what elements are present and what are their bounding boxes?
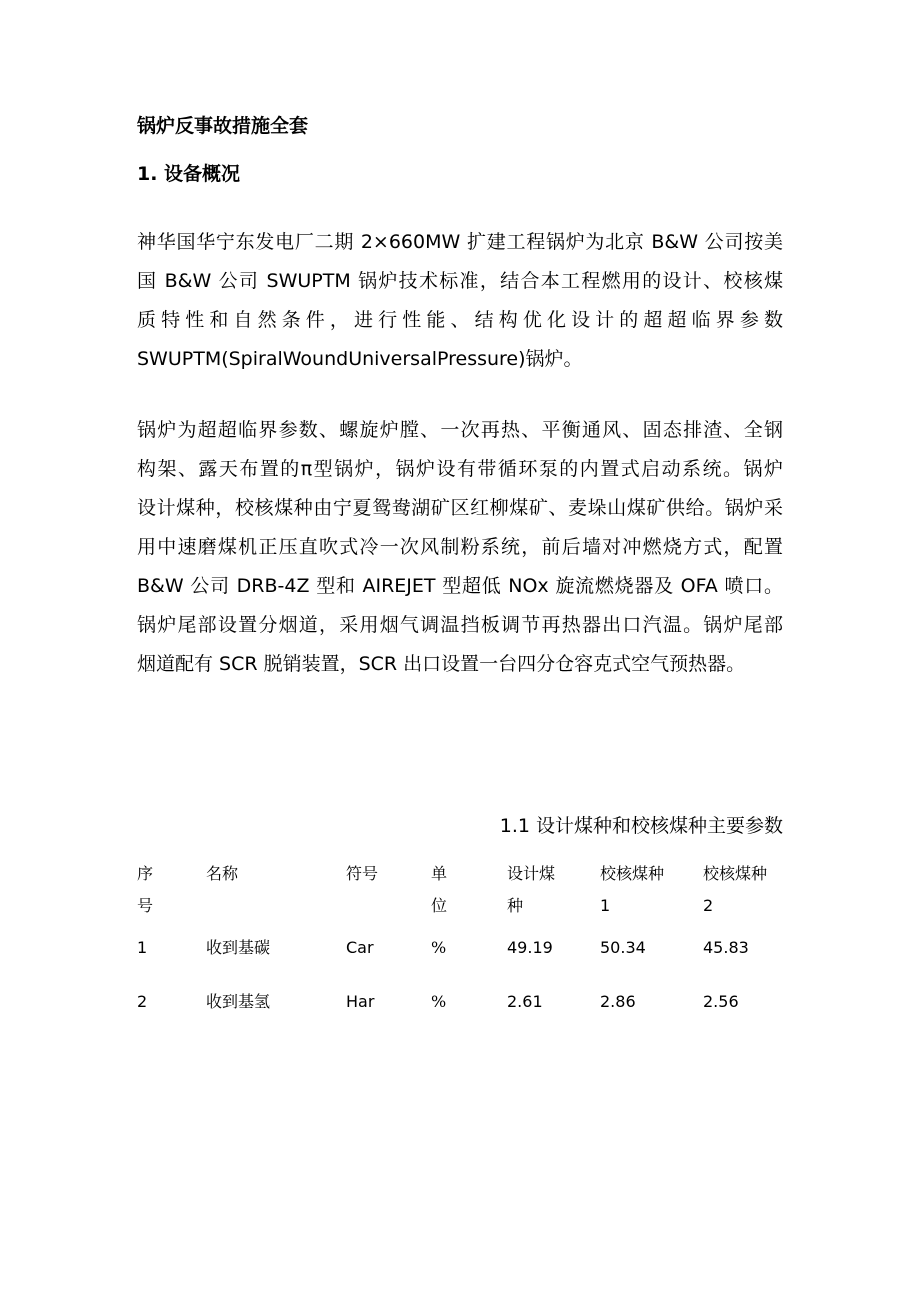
paragraph-line: B&W 公司 DRB-4Z 型和 AIREJET 型超低 NOx 旋流燃烧器及 OFA 喷口。 [137, 575, 783, 597]
table-row [137, 986, 787, 1026]
header-cell-check-coal-2: 校核煤种 2 [703, 864, 768, 915]
paragraph-line: 国 B&W 公司 SWUPTM 锅炉技术标准，结合本工程燃用的设计、校核煤 [137, 270, 783, 292]
coal-parameters-table [137, 858, 787, 1011]
table-row [137, 932, 787, 972]
table-cell: 2.61 [507, 992, 543, 1011]
paragraph-line: 构架、露天布置的π型锅炉，锅炉设有带循环泵的内置式启动系统。锅炉 [137, 458, 783, 480]
table-cell: 收到基碳 [206, 938, 271, 957]
section-heading: 1. 设备概况 [137, 163, 241, 185]
paragraph-overview [137, 226, 783, 382]
document-title: 锅炉反事故措施全套 [137, 115, 309, 137]
paragraph-line: 烟道配有 SCR 脱销装置，SCR 出口设置一台四分仓容克式空气预热器。 [137, 653, 746, 675]
paragraph-line: 设计煤种，校核煤种由宁夏鸳鸯湖矿区红柳煤矿、麦垛山煤矿供给。锅炉采 [137, 497, 783, 519]
table-cell: 2 [137, 992, 148, 1011]
paragraph-line: 神华国华宁东发电厂二期 2×660MW 扩建工程锅炉为北京 B&W 公司按美 [137, 231, 783, 253]
header-cell-check-coal-1: 校核煤种 1 [600, 864, 665, 915]
header-cell-name: 名称 [206, 864, 239, 883]
table-cell: % [431, 938, 447, 957]
paragraph-line: 质特性和自然条件，进行性能、结构优化设计的超超临界参数 [137, 309, 783, 331]
header-cell-index: 序 号 [137, 864, 154, 915]
table-cell: 1 [137, 938, 148, 957]
table-cell: Car [346, 938, 374, 957]
header-cell-symbol: 符号 [346, 864, 379, 883]
table-cell: 收到基氢 [206, 992, 271, 1011]
table-cell: 2.56 [703, 992, 739, 1011]
table-cell: 2.86 [600, 992, 636, 1011]
paragraph-line: 锅炉尾部设置分烟道，采用烟气调温挡板调节再热器出口汽温。锅炉尾部 [137, 614, 783, 636]
paragraph-line: 锅炉为超超临界参数、螺旋炉膛、一次再热、平衡通风、固态排渣、全钢 [137, 419, 783, 441]
paragraph-line: 用中速磨煤机正压直吹式冷一次风制粉系统，前后墙对冲燃烧方式，配置 [137, 536, 783, 558]
table-caption: 1.1 设计煤种和校核煤种主要参数 [499, 815, 783, 837]
table-cell: 50.34 [600, 938, 646, 957]
table-cell: 49.19 [507, 938, 553, 957]
table-cell: 45.83 [703, 938, 749, 957]
header-cell-unit: 单 位 [431, 864, 448, 915]
paragraph-boiler-description [137, 414, 783, 687]
table-cell: Har [346, 992, 375, 1011]
table-header-row [137, 858, 787, 924]
header-cell-design-coal: 设计煤 种 [507, 864, 556, 915]
table-cell: % [431, 992, 447, 1011]
paragraph-line: SWUPTM(SpiralWoundUniversalPressure)锅炉。 [137, 348, 583, 370]
